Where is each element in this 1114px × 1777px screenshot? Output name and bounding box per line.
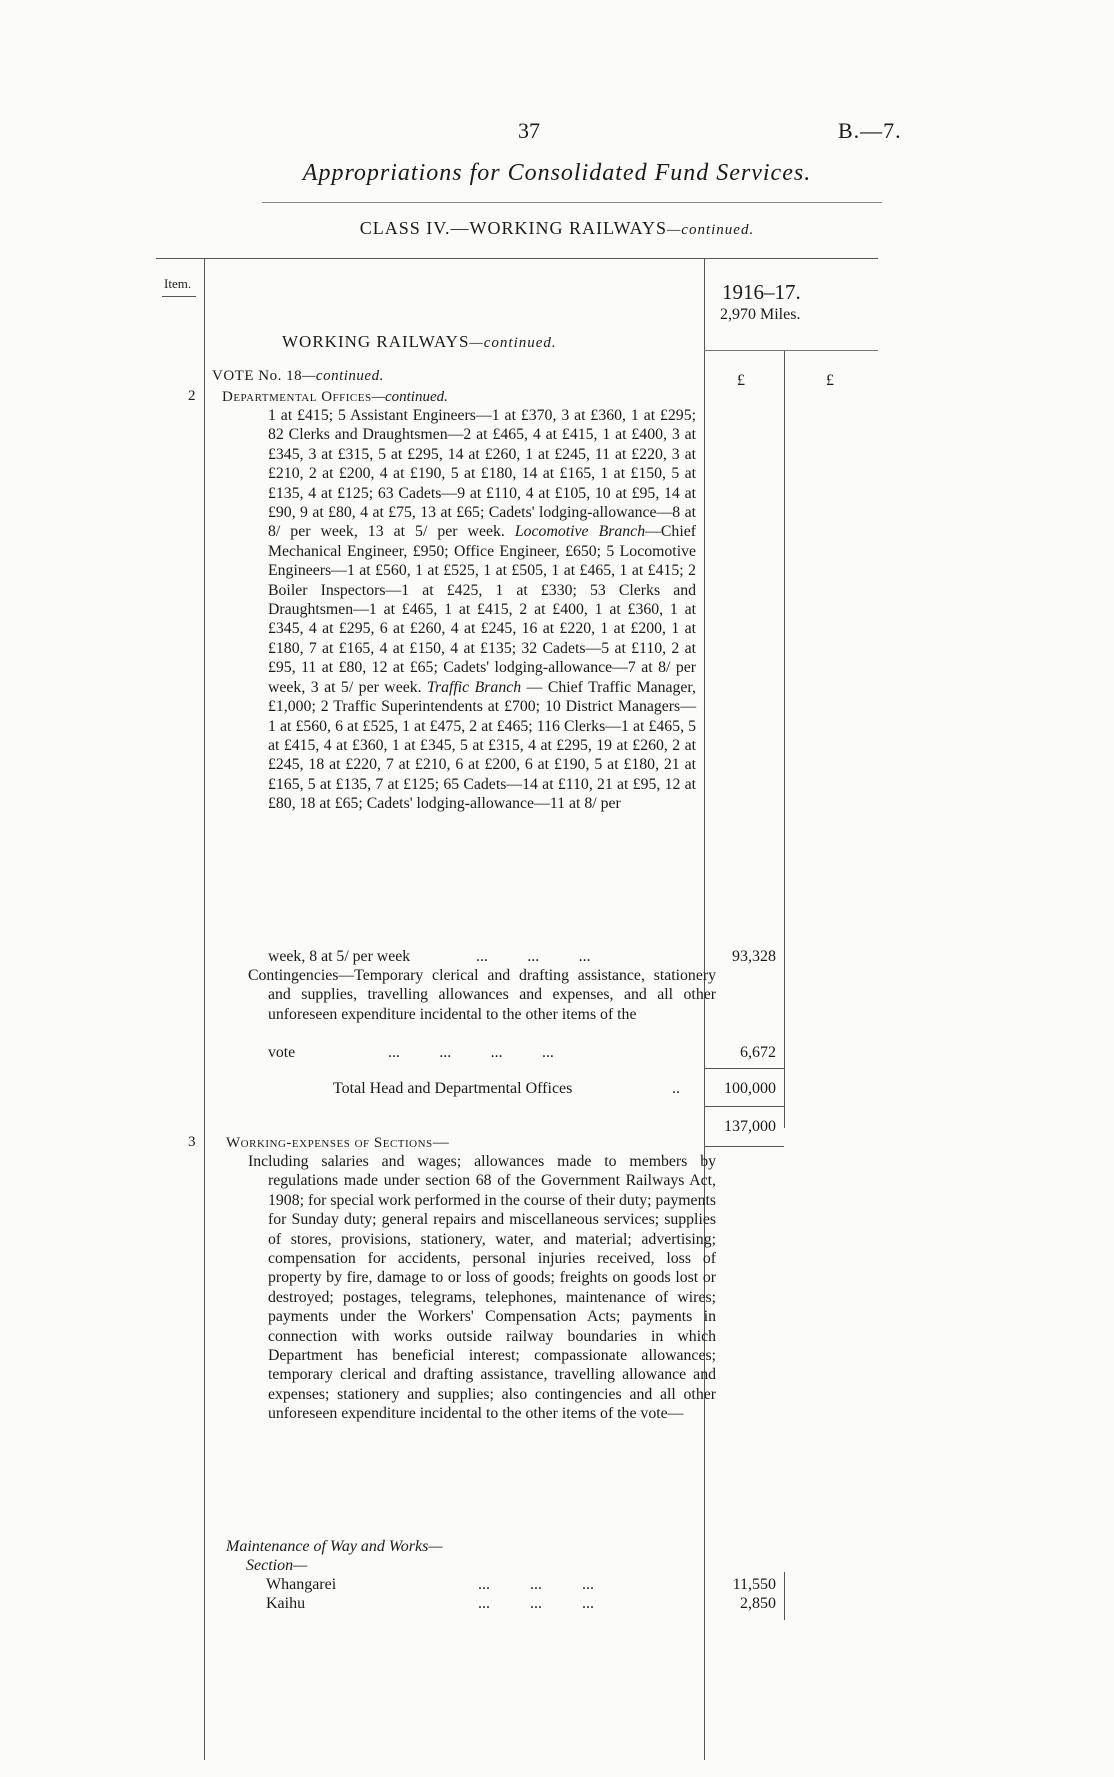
item3-heading-dash: — <box>432 1134 449 1151</box>
locomotive-branch-label: Locomotive Branch <box>514 523 646 541</box>
total-label: Total Head and Departmental Offices <box>333 1080 573 1097</box>
salaries-leader: ... ... ... <box>476 948 591 965</box>
vote-heading <box>212 368 384 385</box>
document-code: B.—7. <box>838 118 902 143</box>
item2-salaries-text <box>268 406 696 814</box>
carried-amount: 137,000 <box>724 1118 776 1135</box>
item2-heading-text: Departmental Offices <box>222 389 372 405</box>
item2-heading <box>222 388 448 406</box>
salaries-amount: 93,328 <box>732 948 776 965</box>
section-heading: Section— <box>246 1557 308 1574</box>
table-top-rule <box>156 258 878 259</box>
contingencies-last-line: vote <box>268 1044 296 1061</box>
class-heading <box>0 218 1114 239</box>
sub-heading-cont: —continued. <box>469 335 557 351</box>
item-label-underline <box>162 296 196 297</box>
page-title: Appropriations for Consolidated Fund Services. <box>302 160 812 186</box>
amount-column-divider <box>784 350 785 1128</box>
total-rule <box>704 1106 784 1107</box>
item3-heading-text: Working-expenses of Sections <box>226 1135 433 1151</box>
amount-column-divider-lower <box>784 1572 785 1620</box>
item-column-divider <box>204 258 205 1760</box>
maintenance-heading: Maintenance of Way and Works— <box>226 1538 443 1555</box>
year-heading: 1916–17. <box>722 280 801 304</box>
salaries-part-c: — Chief Traffic Manager, £1,000; 2 Traffic Superintendents at £700; 10 District Managers—1 at £560, 6 at £525, 1 at £475, 2 at £465; 116 Clerks—1 at £465, 5 at £415, 4 at £360, 1 at £345, 5 at £315, 4 at £295, 19 at £260, 2 at £245, 18 at £220, 7 at £210, 6 at £200, 6 at £190, 5 at £180, 21 at £165, 5 at £135, 7 at £125; 65 Cadets—14 at £110, 21 at £95, 12 at £80, 18 at £65; Cadets' lodging-allowance—11 at 8/ per <box>268 678 696 813</box>
miles-heading: 2,970 Miles. <box>720 306 801 323</box>
year-underline <box>704 350 878 351</box>
title-rule <box>262 202 882 203</box>
currency-symbol-1: £ <box>737 372 745 389</box>
item-column-label: Item. <box>164 276 192 291</box>
contingencies-text: Contingencies—Temporary clerical and drafting assistance, stationery and supplies, travelling allowances and expenses, and all other unforeseen expenditure incidental to the other items of the <box>248 967 716 1023</box>
page-number: 37 <box>518 118 540 143</box>
contingencies-leader: ... ... ... ... <box>388 1044 554 1061</box>
total-amount: 100,000 <box>724 1080 776 1097</box>
subtotal-rule <box>704 1068 784 1069</box>
currency-symbol-2: £ <box>826 372 834 389</box>
item2-heading-cont: —continued. <box>371 389 448 405</box>
section-amount-whangarei: 11,550 <box>732 1576 776 1593</box>
section-name-whangarei: Whangarei <box>266 1576 337 1593</box>
item3-heading <box>226 1134 449 1152</box>
contingencies-amount: 6,672 <box>740 1044 776 1061</box>
sub-heading <box>282 332 557 352</box>
salaries-part-b: —Chief Mechanical Engineer, £950; Office Engineer, £650; 5 Locomotive Engineers—1 at £560, 1 at £525, 1 at £505, 1 at £465, 1 at £415; 2 Boiler Inspectors—1 at £425, 1 at £330; 53 Clerks and Draughtsmen—1 at £465, 1 at £415, 2 at £400, 1 at £360, 1 at £345, 4 at £295, 6 at £260, 4 at £245, 16 at £220, 1 at £200, 1 at £180, 7 at £165, 4 at £150, 4 at £135; 32 Cadets—5 at £110, 2 at £95, 11 at £80, 12 at £65; Cadets' lodging-allowance—7 at 8/ per week, 3 at 5/ per week. <box>268 523 696 696</box>
section-amount-kaihu: 2,850 <box>740 1595 776 1612</box>
sub-heading-text: WORKING RAILWAYS <box>282 332 470 351</box>
section-leader: ... ... ... <box>478 1595 594 1612</box>
salaries-part-a: 1 at £415; 5 Assistant Engineers—1 at £370, 3 at £360, 1 at £295; 82 Clerks and Draughtsmen—2 at £465, 4 at £415, 1 at £400, 3 at £345, 3 at £315, 5 at £295, 14 at £260, 1 at £245, 11 at £220, 3 at £210, 2 at £200, 4 at £190, 5 at £180, 14 at £165, 1 at £150, 5 at £135, 4 at £125; 63 Cadets—9 at £110, 4 at £105, 10 at £95, 14 at £90, 9 at £80, 4 at £75, 13 at £65; Cadets' lodging-allowance—8 at 8/ per week, 13 at 5/ per week. <box>268 407 696 541</box>
vote-cont: —continued. <box>302 368 384 384</box>
traffic-branch-label: Traffic Branch <box>427 678 522 696</box>
class-heading-text: CLASS IV.—WORKING RAILWAYS <box>359 218 667 238</box>
section-name-kaihu: Kaihu <box>266 1595 306 1612</box>
item3-description: Including salaries and wages; allowances made to members by regulations made under section 68 of the Government Railways Act, 1908; for special work performed in the course of their duty; payments for Sunday duty; general repairs and miscellaneous services; supplies of stores, provisions, stationery, water, and material; advertising; compensation for accidents, personal injuries received, loss of property by fire, damage to or loss of goods; freights on goods lost or destroyed; postages, telegrams, telephones, maintenance of wires; payments under the Workers' Compensation Acts; payments in connection with works outside railway boundaries in which Department has beneficial interest; compassionate allowances; temporary clerical and drafting assistance, travelling allowance and expenses; stationery and supplies; also contingencies and all other unforeseen expenditure incidental to the other items of the vote— <box>248 1153 716 1423</box>
total-leader: .. <box>672 1080 680 1097</box>
class-heading-cont: —continued. <box>666 222 755 238</box>
section-leader: ... ... ... <box>478 1576 594 1593</box>
item-number-3: 3 <box>188 1134 196 1150</box>
carried-rule <box>704 1146 784 1147</box>
vote-label: VOTE No. 18 <box>212 368 303 384</box>
item-number-2: 2 <box>188 388 196 404</box>
salaries-last-line: week, 8 at 5/ per week <box>268 948 411 965</box>
